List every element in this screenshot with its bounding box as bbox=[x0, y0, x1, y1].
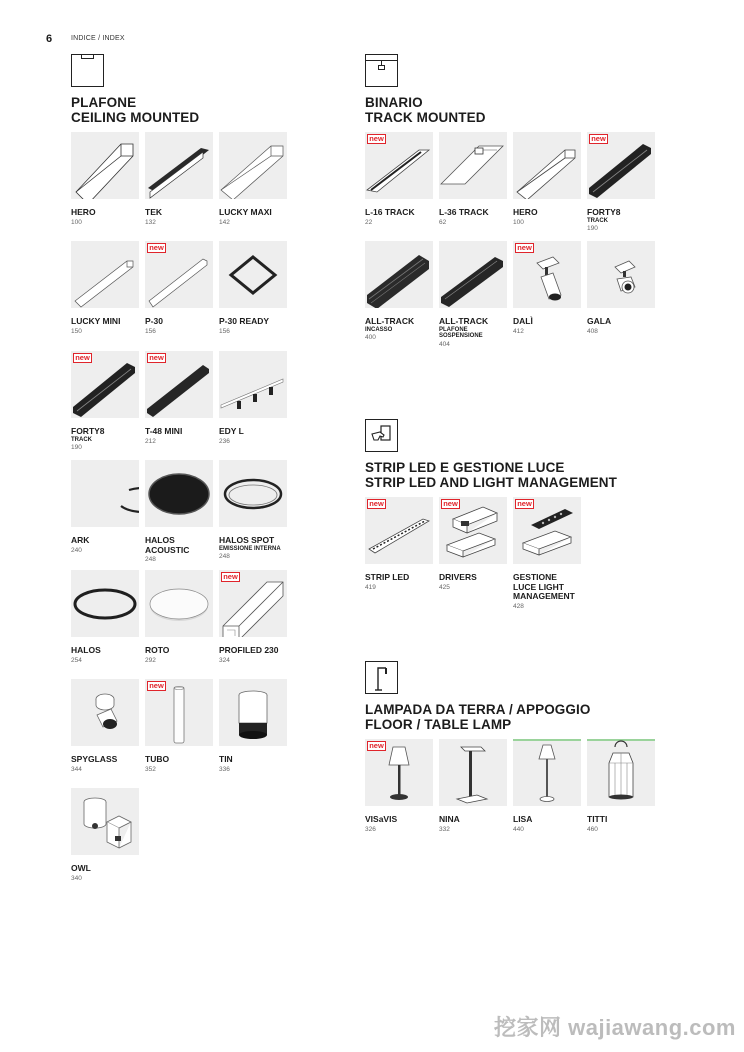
new-badge: new bbox=[589, 134, 608, 144]
section-lampada bbox=[365, 661, 590, 732]
product-name: GALA bbox=[587, 316, 612, 326]
product-name: T-48 MINI bbox=[145, 426, 183, 436]
new-badge: new bbox=[367, 134, 386, 144]
product-nina[interactable] bbox=[439, 739, 507, 834]
product-name: ARK bbox=[71, 535, 90, 545]
lucky-maxi-image bbox=[219, 132, 287, 199]
product-name: L-36 TRACK bbox=[439, 207, 489, 217]
product-drivers[interactable] bbox=[439, 497, 507, 592]
page-ref: 352 bbox=[145, 765, 156, 773]
product-name: NINA bbox=[439, 814, 460, 824]
page-ref: 100 bbox=[513, 218, 524, 226]
page-ref: 240 bbox=[71, 546, 82, 554]
page-ref: 428 bbox=[513, 602, 524, 610]
section-strip-led bbox=[365, 419, 617, 490]
edy-l-image bbox=[219, 351, 287, 418]
product-name: TITTI bbox=[587, 814, 608, 824]
hand-switch-icon bbox=[365, 419, 398, 452]
product-owl[interactable] bbox=[71, 788, 139, 883]
product-name: HALOS ACOUSTIC bbox=[145, 535, 190, 555]
page-ref: 440 bbox=[513, 825, 524, 833]
new-badge: new bbox=[147, 681, 166, 691]
product-name: TEK bbox=[145, 207, 162, 217]
product-gestione-luce[interactable] bbox=[513, 497, 581, 611]
product-halos-acoustic[interactable] bbox=[145, 460, 213, 564]
product-name: P-30 bbox=[145, 316, 163, 326]
product-name: HERO bbox=[513, 207, 538, 217]
product-l16-track[interactable] bbox=[365, 132, 433, 227]
product-name: LUCKY MINI bbox=[71, 316, 121, 326]
product-name: VISaVIS bbox=[365, 814, 398, 824]
p30-ready-image bbox=[219, 241, 287, 308]
new-badge: new bbox=[367, 741, 386, 751]
lucky-mini-image bbox=[71, 241, 139, 308]
tin-image bbox=[219, 679, 287, 746]
new-badge: new bbox=[73, 353, 92, 363]
page-ref: 324 bbox=[219, 656, 230, 664]
page-ref: 236 bbox=[219, 437, 230, 445]
section-binario bbox=[365, 54, 486, 125]
product-l36-track[interactable] bbox=[439, 132, 507, 227]
product-tubo[interactable] bbox=[145, 679, 213, 774]
product-name: HERO bbox=[71, 207, 96, 217]
new-badge: new bbox=[367, 499, 386, 509]
owl-image bbox=[71, 788, 139, 855]
page-ref: 142 bbox=[219, 218, 230, 226]
page-ref: 150 bbox=[71, 327, 82, 335]
product-subtitle: INCASSO bbox=[365, 326, 393, 333]
product-name: P-30 READY bbox=[219, 316, 270, 326]
halos-spot-image bbox=[219, 460, 287, 527]
product-subtitle: TRACK bbox=[71, 436, 92, 443]
section-title: LAMPADA DA TERRA / APPOGGIO FLOOR / TABLE LAMP bbox=[365, 702, 591, 732]
all-track-plafone-image bbox=[439, 241, 507, 308]
product-p30[interactable] bbox=[145, 241, 213, 336]
new-badge: new bbox=[221, 572, 240, 582]
product-name: TIN bbox=[219, 754, 233, 764]
page-ref: 190 bbox=[587, 225, 598, 232]
section-plafone bbox=[71, 54, 199, 125]
product-name: STRIP LED bbox=[365, 572, 410, 582]
product-lucky-mini[interactable] bbox=[71, 241, 139, 336]
product-name: LISA bbox=[513, 814, 533, 824]
product-name: FORTY8 bbox=[587, 207, 621, 217]
page-ref: 62 bbox=[439, 218, 447, 226]
new-badge: new bbox=[515, 243, 534, 253]
new-badge: new bbox=[147, 243, 166, 253]
product-visavis[interactable] bbox=[365, 739, 433, 834]
product-forty8-track[interactable] bbox=[587, 132, 655, 233]
ceiling-icon bbox=[71, 54, 104, 87]
roto-image bbox=[145, 570, 213, 637]
product-lisa[interactable] bbox=[513, 739, 581, 834]
product-subtitle: PLAFONE SOSPENSIONE bbox=[439, 326, 483, 339]
product-halos[interactable] bbox=[71, 570, 139, 665]
product-name: LUCKY MAXI bbox=[219, 207, 272, 217]
product-hero[interactable] bbox=[71, 132, 139, 227]
product-name: EDY L bbox=[219, 426, 244, 436]
product-subtitle: TRACK bbox=[587, 217, 608, 224]
page-ref: 412 bbox=[513, 327, 524, 335]
product-strip-led[interactable] bbox=[365, 497, 433, 592]
product-all-track-plafone[interactable] bbox=[439, 241, 507, 349]
product-edy-l[interactable] bbox=[219, 351, 287, 446]
section-title: BINARIO TRACK MOUNTED bbox=[365, 95, 486, 125]
product-tek[interactable] bbox=[145, 132, 213, 227]
product-name: ALL-TRACK bbox=[365, 316, 415, 326]
page-ref: 425 bbox=[439, 583, 450, 591]
page-ref: 22 bbox=[365, 218, 373, 226]
product-t48-mini[interactable] bbox=[145, 351, 213, 446]
page-ref: 254 bbox=[71, 656, 82, 664]
page-ref: 248 bbox=[145, 556, 156, 563]
product-name: HALOS bbox=[71, 645, 101, 655]
page-ref: 156 bbox=[219, 327, 230, 335]
new-badge: new bbox=[441, 499, 460, 509]
hero-track-image bbox=[513, 132, 581, 199]
product-roto[interactable] bbox=[145, 570, 213, 665]
product-name: GESTIONE LUCE LIGHT MANAGEMENT bbox=[513, 572, 575, 601]
page-ref: 248 bbox=[219, 553, 230, 560]
page-ref: 336 bbox=[219, 765, 230, 773]
product-name: HALOS SPOT bbox=[219, 535, 275, 545]
page-ref: 419 bbox=[365, 583, 376, 591]
page-ref: 132 bbox=[145, 218, 156, 226]
page-ref: 156 bbox=[145, 327, 156, 335]
track-icon bbox=[365, 54, 398, 87]
titti-image bbox=[587, 739, 655, 806]
product-name: TUBO bbox=[145, 754, 170, 764]
product-name: L-16 TRACK bbox=[365, 207, 415, 217]
floor-lamp-icon bbox=[365, 661, 398, 694]
product-subtitle: EMISSIONE INTERNA bbox=[219, 545, 281, 552]
spyglass-image bbox=[71, 679, 139, 746]
product-name: ROTO bbox=[145, 645, 170, 655]
page-ref: 344 bbox=[71, 765, 82, 773]
l36-image bbox=[439, 132, 507, 199]
product-name: OWL bbox=[71, 863, 91, 873]
page-ref: 212 bbox=[145, 437, 156, 445]
page-ref: 340 bbox=[71, 874, 82, 882]
hero-image bbox=[71, 132, 139, 199]
nina-image bbox=[439, 739, 507, 806]
new-badge: new bbox=[515, 499, 534, 509]
page-ref: 100 bbox=[71, 218, 82, 226]
tek-image bbox=[145, 132, 213, 199]
page-ref: 404 bbox=[439, 340, 450, 348]
product-spyglass[interactable] bbox=[71, 679, 139, 774]
product-hero-track[interactable] bbox=[513, 132, 581, 227]
product-all-track-incasso[interactable] bbox=[365, 241, 433, 342]
all-track-incasso-image bbox=[365, 241, 433, 308]
page-ref: 326 bbox=[365, 825, 376, 833]
page-ref: 190 bbox=[71, 444, 82, 451]
product-p30-ready[interactable] bbox=[219, 241, 287, 336]
gala-image bbox=[587, 241, 655, 308]
page-ref: 292 bbox=[145, 656, 156, 664]
lisa-image bbox=[513, 739, 581, 806]
halos-acoustic-image bbox=[145, 460, 213, 527]
halos-image bbox=[71, 570, 139, 637]
watermark: 挖家网 wajiawang.com bbox=[494, 1015, 736, 1040]
section-title: PLAFONE CEILING MOUNTED bbox=[71, 95, 200, 125]
new-badge: new bbox=[147, 353, 166, 363]
product-tin[interactable] bbox=[219, 679, 287, 774]
page-ref: 400 bbox=[365, 334, 376, 341]
page-ref: 408 bbox=[587, 327, 598, 335]
product-name: SPYGLASS bbox=[71, 754, 118, 764]
breadcrumb: INDICE / INDEX bbox=[71, 35, 125, 42]
page-number: 6 bbox=[46, 33, 53, 45]
page-ref: 460 bbox=[587, 825, 598, 833]
product-profiled-230[interactable] bbox=[219, 570, 287, 665]
product-gala[interactable] bbox=[587, 241, 655, 336]
product-name: DALÌ bbox=[513, 316, 533, 326]
section-title: STRIP LED E GESTIONE LUCE STRIP LED AND LIGHT MANAGEMENT bbox=[365, 460, 617, 490]
product-ark[interactable] bbox=[71, 460, 139, 555]
product-dali[interactable] bbox=[513, 241, 581, 336]
product-forty8[interactable] bbox=[71, 351, 139, 452]
ark-image bbox=[71, 460, 139, 527]
product-lucky-maxi[interactable] bbox=[219, 132, 287, 227]
product-halos-spot[interactable] bbox=[219, 460, 287, 561]
product-name: FORTY8 bbox=[71, 426, 105, 436]
product-titti[interactable] bbox=[587, 739, 655, 834]
page-ref: 332 bbox=[439, 825, 450, 833]
product-name: DRIVERS bbox=[439, 572, 477, 582]
product-name: ALL-TRACK bbox=[439, 316, 489, 326]
product-name: PROFILED 230 bbox=[219, 645, 279, 655]
